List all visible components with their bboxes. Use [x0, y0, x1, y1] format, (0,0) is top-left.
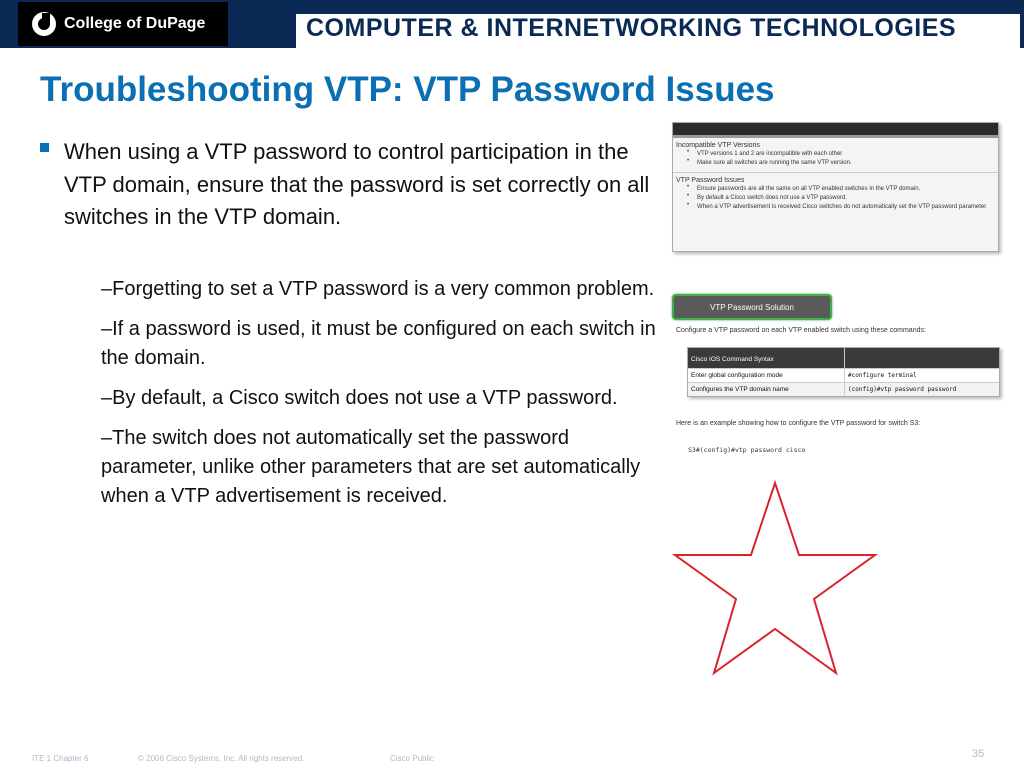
footer-classification: Cisco Public: [390, 754, 435, 763]
vtp-password-solution-button[interactable]: VTP Password Solution: [672, 294, 832, 320]
example-note: Here is an example showing how to configure the VTP password for switch S3:: [676, 420, 921, 427]
panel-list-item: • When a VTP advertisement is received Cisco switches do not automatically set the VTP password parameter: [673, 202, 998, 211]
panel-section-title: VTP Password Issues: [676, 177, 745, 184]
vtp-issues-panel: [672, 122, 999, 252]
command-syntax: (config)#vtp password password: [848, 386, 957, 393]
table-row: [688, 382, 999, 396]
page-number: 35: [972, 748, 985, 760]
panel-list-item: • Make sure all switches are running the same VTP version.: [673, 158, 998, 167]
panel-list-item: • Ensure passwords are all the same on all VTP enabled switches in the VTP domain.: [673, 184, 998, 193]
command-description: Configures the VTP domain name: [688, 383, 845, 396]
sub-bullet-item: –Forgetting to set a VTP password is a very common problem.: [101, 278, 655, 300]
sub-bullet-item: –If a password is used, it must be configured on each switch in the domain.: [101, 318, 656, 369]
slide-title: Troubleshooting VTP: VTP Password Issues: [40, 70, 775, 109]
table-header-cell-empty: [845, 348, 999, 368]
command-syntax: #configure terminal: [848, 372, 917, 379]
command-description: Enter global configuration mode: [688, 369, 845, 382]
logo-text: College of DuPage: [64, 15, 206, 32]
bullet-text: When using a VTP password to control participation in the VTP domain, ensure that the password is set correctly on all switches in the VTP domain.: [64, 139, 650, 229]
table-header-row: [688, 348, 999, 368]
example-command: S3#(config)#vtp password cisco: [688, 446, 806, 454]
panel-title-bar: [673, 123, 998, 138]
sub-bullet-item: –The switch does not automatically set the password parameter, unlike other parameters that are set automatically when a VTP advertisement is received.: [101, 427, 641, 507]
college-logo: [18, 2, 228, 46]
main-bullet: [40, 136, 650, 234]
square-bullet-icon: [40, 143, 49, 152]
department-title: COMPUTER & INTERNETWORKING TECHNOLOGIES: [306, 14, 957, 42]
star-icon: [670, 478, 880, 678]
panel-section-title: Incompatible VTP Versions: [676, 142, 760, 149]
sub-bullet-list: [101, 275, 656, 522]
footer-chapter: ITE 1 Chapter 6: [32, 754, 89, 763]
table-row: [688, 368, 999, 382]
solution-note: Configure a VTP password on each VTP enabled switch using these commands:: [676, 327, 926, 334]
college-logo-icon: [32, 12, 56, 36]
sub-bullet-item: –By default, a Cisco switch does not use a VTP password.: [101, 387, 618, 409]
footer-copyright: © 2006 Cisco Systems, Inc. All rights reserved.: [138, 754, 305, 763]
panel-list-item: • By default a Cisco switch does not use a VTP password.: [673, 193, 998, 202]
command-syntax-table: [687, 347, 1000, 397]
panel-list-item: • VTP versions 1 and 2 are incompatible with each other: [673, 149, 998, 158]
table-header-cell: Cisco IOS Command Syntax: [688, 348, 845, 368]
